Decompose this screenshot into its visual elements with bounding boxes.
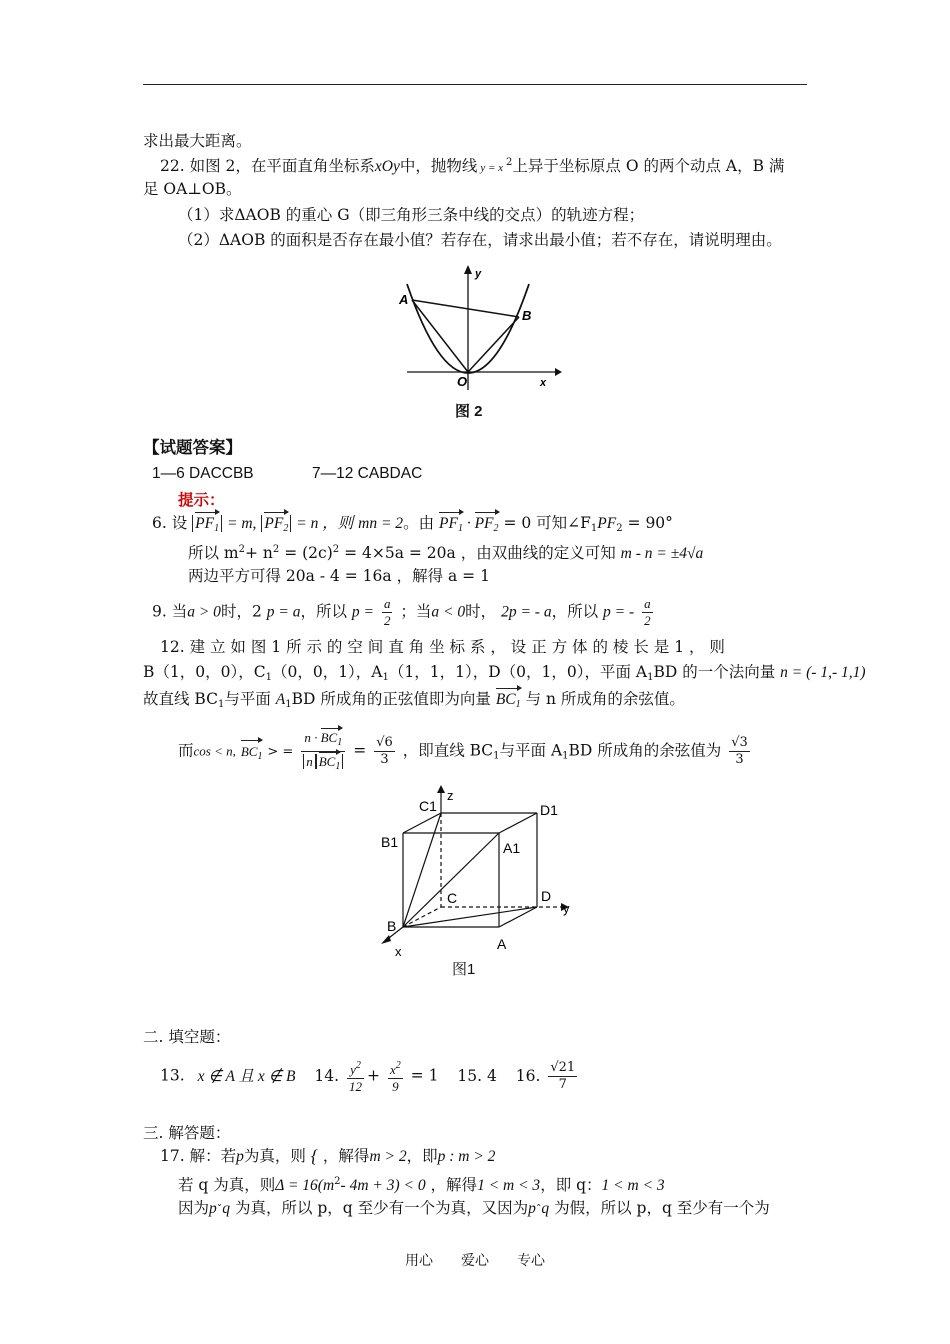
solve-heading: 三. 解答题： xyxy=(143,1124,231,1142)
segment-AB xyxy=(412,300,519,317)
label-A1: A1 xyxy=(503,840,521,856)
diag-BA1 xyxy=(403,833,499,927)
segment-OA xyxy=(412,300,468,372)
intro-line: 求出最大距离。 xyxy=(143,132,252,150)
solve-line3: 因为pˇq 为真，所以 p，q 至少有一个为真，又因为pˆq 为假，所以 p，q 至少有一个为 xyxy=(178,1199,770,1217)
label-B: B xyxy=(387,918,397,934)
x-arrow xyxy=(381,935,391,944)
sol12-line3: 故直线 $BC_1$与平面 $A_1BD$ 所成角的正弦值即为向量 $BC_1$ 与 n 所成角的余弦值。 xyxy=(143,688,685,715)
label-A: A xyxy=(399,292,409,307)
header-rule xyxy=(143,84,807,85)
sol6-line3: 两边平方可得 20a - 4 = 16a ，解得 a = 1 xyxy=(188,567,490,585)
segment-OB xyxy=(468,317,519,372)
label-C1: C1 xyxy=(419,798,437,814)
figure-1-caption: 图1 xyxy=(452,961,476,978)
label-y: y xyxy=(475,268,482,280)
fill-answers: 13. x ∉ A 且 x ∉ B 14. $\frac{y^2}{12}$ + $\frac{x^2}{9}$ = 1 15. 4 16. $\frac{√21}{7}$ xyxy=(160,1060,576,1094)
solve-line1: 17. 解：若p为真，则 { ，解得m > 2，即p : m > 2 xyxy=(160,1145,496,1166)
edge-A1D1 xyxy=(499,813,537,833)
sol12-line2: B（1，0，0），$C_1(0$，0，1），$A_1(1$，1，1），D（0，1，0），平面 $A_1BD$ 的一个法向量 n = (- 1,- 1,1) xyxy=(143,663,866,683)
label-B: B xyxy=(522,308,532,323)
label-x: x xyxy=(395,944,402,959)
label-O: O xyxy=(457,374,468,389)
sol9-line: 9. 当a > 0时，2 p = a，所以 p = $\frac{a}{2}$ ；当a < 0时， 2p = - a，所以 p = - $\frac{a}{2}$ xyxy=(152,596,651,628)
label-D: D xyxy=(541,888,552,904)
label-z: z xyxy=(447,788,454,803)
sol12-line4: 而cos < n, $BC_1$ > = $\frac{n \cdot BC_1}{n BC_1}$ = $\frac{√6}{3}$ ，即直线 $BC_1$与平面 $A_1BD$ 所成角的余弦值为 $\frac{√3}{3}$ xyxy=(178,728,753,775)
figure-1-cube xyxy=(375,785,590,960)
answers-group2: 7—12 CABDAC xyxy=(312,465,423,482)
page-footer: 用心 爱心 专心 xyxy=(405,1253,545,1269)
q22-line2: 足 OA⊥OB。 xyxy=(143,180,242,198)
sol12-line1: 12. 建 立 如 图 1 所 示 的 空 间 直 角 坐 标 系 ， 设 正 方 体 的 棱 长 是 1 ， 则 xyxy=(160,638,725,656)
y-axis-arrow xyxy=(464,265,472,274)
q22-part1: （1）求ΔAOB 的重心 G（即三角形三条中线的交点）的轨迹方程； xyxy=(178,206,645,224)
answers-title: 【试题答案】 xyxy=(143,438,242,457)
label-C: C xyxy=(447,890,458,906)
label-A: A xyxy=(497,936,507,952)
x-axis-arrow xyxy=(555,368,562,376)
label-B1: B1 xyxy=(381,834,399,850)
hint-label: 提示： xyxy=(178,490,225,509)
label-x: x xyxy=(540,377,547,389)
q22-part2: （2）ΔAOB 的面积是否存在最小值？若存在，请求出最小值；若不存在，请说明理由。 xyxy=(178,231,782,249)
label-D1: D1 xyxy=(540,802,558,818)
figure-2-parabola xyxy=(395,262,565,392)
q22-line1: 22. 如图 2，在平面直角坐标系xOy中，抛物线 y = x $^2$上异于坐标原点 O 的两个动点 A，B 满 xyxy=(160,157,785,175)
label-y: y xyxy=(563,901,570,916)
z-arrow xyxy=(437,785,445,793)
figure-2-caption: 图 2 xyxy=(455,403,483,420)
fill-heading: 二. 填空题： xyxy=(143,1028,231,1046)
solve-line2: 若 q 为真，则$\Delta = 16(m^2-$ 4m + 3) < 0 ，解得1 < m < 3，即 q：1 < m < 3 xyxy=(178,1176,665,1194)
sol6-line2: 所以 $m^2+ n^2 = (2c)^2 = 4\times 5a = 20a$ ，由双曲线的定义可知 m - n = ±4√a xyxy=(188,544,704,562)
sol6-line1: 6. 设 $PF_1 = m$, $PF_2 = n$ ，则 mn = 2。由 $PF_1 \cdot PF_2 = 0$ 可知$\angle F_1PF_2 = 90^\circ$ xyxy=(152,512,673,539)
answers-group1: 1—6 DACCBB xyxy=(152,465,254,482)
